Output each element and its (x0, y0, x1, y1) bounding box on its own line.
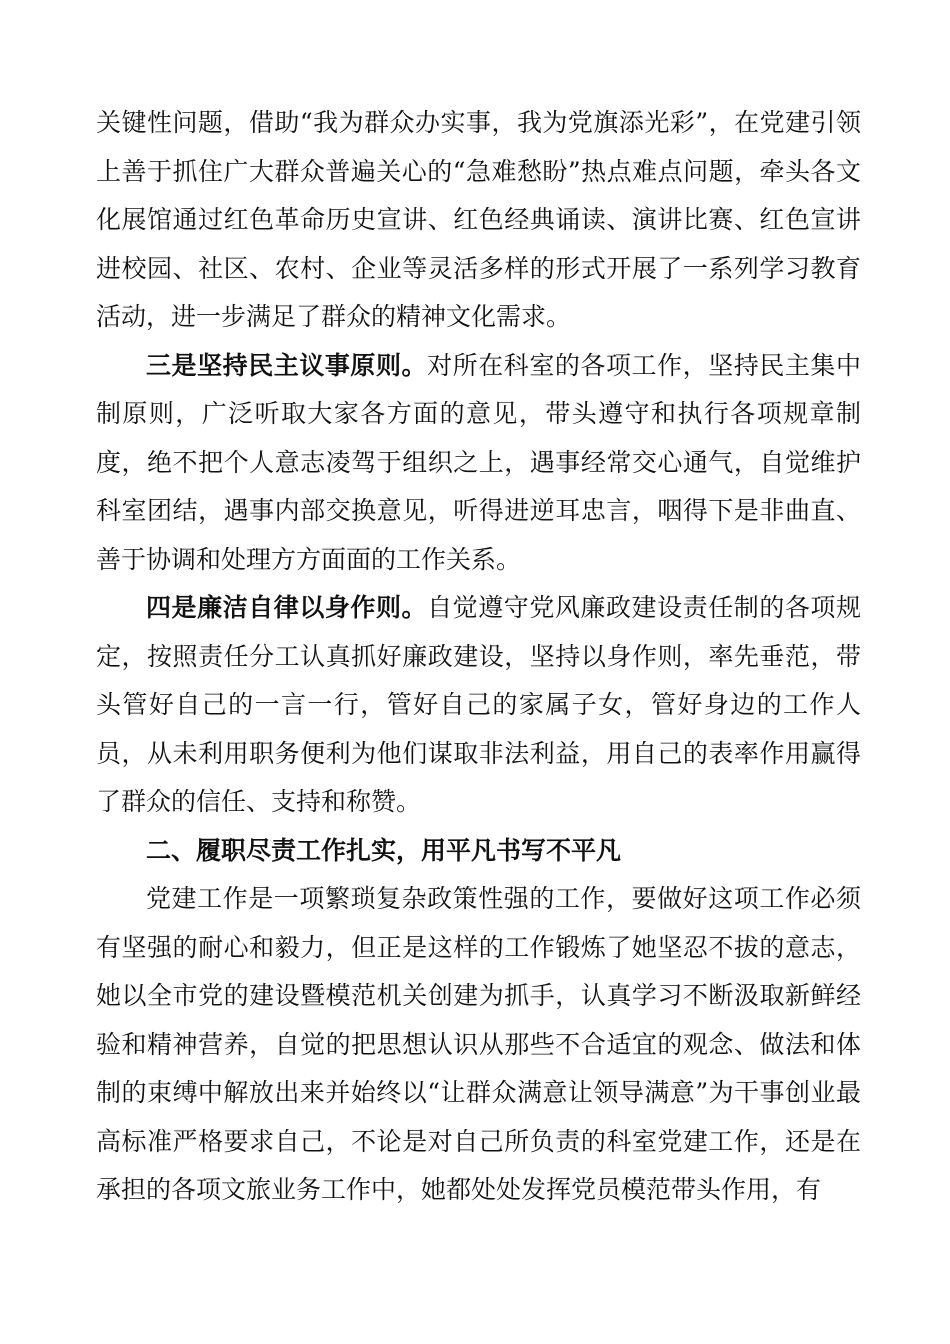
paragraph-3-lead: 四是廉洁自律以身作则。 (146, 593, 428, 622)
section-heading: 二、履职尽责工作扎实，用平凡书写不平凡 (146, 835, 622, 865)
paragraph-2-lead: 三是坚持民主议事原则。 (146, 350, 428, 380)
paragraph-3-text: 自觉遵守党风廉政建设责任制的各项规定，按照责任分工认真抓好廉政建设，坚持以身作则，率先垂范，带头管好自己的一言一行，管好自己的家属子女，管好身边的工作人员，从未利用职务便利为他们谋取非法利益，用自己的表率作用赢得了群众的信任、支持和称赞。 (96, 593, 861, 816)
paragraph-integrity (96, 584, 861, 827)
paragraph-continued (96, 99, 861, 342)
paragraph-1-text: 关键性问题，借助“我为群众办实事，我为党旗添光彩”，在党建引领上善于抓住广大群众普遍关心的“急难愁盼”热点难点问题，牵头各文化展馆通过红色革命历史宣讲、红色经典诵读、演讲比赛、红色宣讲进校园、社区、农村、企业等灵活多样的形式开展了一系列学习教育活动，进一步满足了群众的精神文化需求。 (96, 108, 861, 331)
paragraph-4-text: 党建工作是一项繁琐复杂政策性强的工作，要做好这项工作必须有坚强的耐心和毅力，但正是这样的工作锻炼了她坚忍不拔的意志，她以全市党的建设暨模范机关创建为抓手，认真学习不断汲取新鲜经验和精神营养，自觉的把思想认识从那些不合适宜的观念、做法和体制的束缚中解放出来并始终以“让群众满意让领导满意”为干事创业最高标准严格要求自己，不论是对自己所负责的科室党建工作，还是在承担的各项文旅业务工作中，她都处处发挥党员模范带头作用，有 (96, 884, 861, 1204)
paragraph-party-building (96, 875, 861, 1215)
paragraph-2-text: 对所在科室的各项工作，坚持民主集中制原则，广泛听取大家各方面的意见，带头遵守和执行各项规章制度，绝不把个人意志凌驾于组织之上，遇事经常交心通气，自觉维护科室团结，遇事内部交换意见，听得进逆耳忠言，咽得下是非曲直、善于协调和处理方方面面的工作关系。 (96, 350, 861, 574)
document-body (96, 99, 861, 1215)
paragraph-democratic-principle (96, 342, 861, 585)
